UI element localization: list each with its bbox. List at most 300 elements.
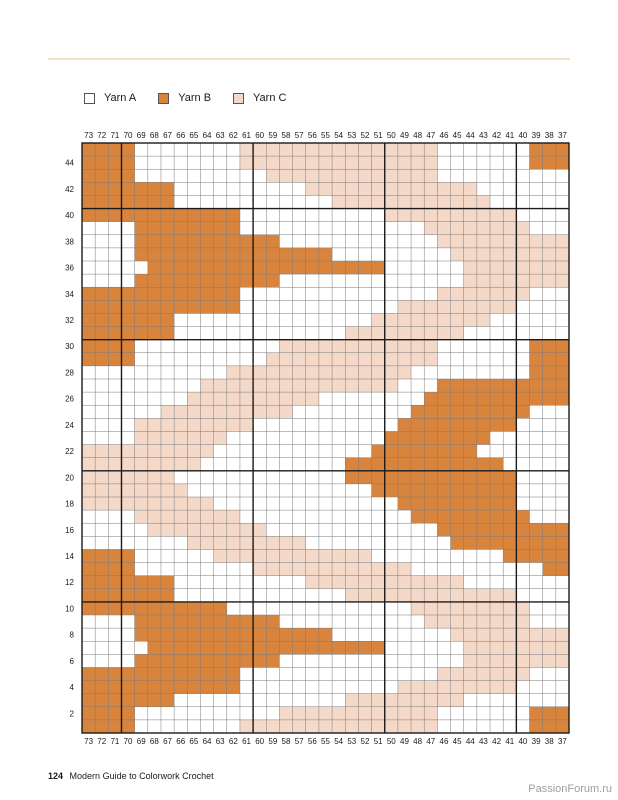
chart-cell	[227, 641, 240, 654]
chart-cell	[451, 576, 464, 589]
chart-cell	[306, 720, 319, 733]
chart-cell	[490, 641, 503, 654]
chart-cell	[227, 169, 240, 182]
chart-cell	[358, 287, 371, 300]
chart-cell	[398, 458, 411, 471]
chart-cell	[332, 261, 345, 274]
row-label: 22	[65, 447, 74, 457]
chart-cell	[543, 274, 556, 287]
chart-cell	[135, 209, 148, 222]
chart-cell	[161, 313, 174, 326]
chart-cell	[543, 431, 556, 444]
chart-cell	[306, 156, 319, 169]
chart-cell	[358, 366, 371, 379]
column-label-top: 44	[465, 131, 475, 140]
chart-cell	[108, 353, 121, 366]
chart-cell	[135, 195, 148, 208]
chart-cell	[477, 536, 490, 549]
chart-cell	[490, 248, 503, 261]
chart-cell	[543, 523, 556, 536]
chart-cell	[227, 143, 240, 156]
chart-cell	[161, 405, 174, 418]
column-label-top: 62	[228, 131, 238, 140]
chart-cell	[556, 654, 569, 667]
chart-cell	[174, 222, 187, 235]
chart-cell	[266, 720, 279, 733]
chart-cell	[95, 549, 108, 562]
chart-cell	[240, 169, 253, 182]
chart-cell	[477, 484, 490, 497]
chart-cell	[398, 222, 411, 235]
chart-cell	[503, 563, 516, 576]
chart-cell	[411, 143, 424, 156]
chart-cell	[464, 222, 477, 235]
chart-cell	[161, 340, 174, 353]
chart-cell	[490, 300, 503, 313]
chart-cell	[411, 720, 424, 733]
chart-cell	[464, 300, 477, 313]
chart-cell	[424, 510, 437, 523]
chart-cell	[148, 549, 161, 562]
chart-cell	[306, 261, 319, 274]
chart-cell	[161, 720, 174, 733]
chart-cell	[345, 563, 358, 576]
column-label-bottom: 64	[202, 737, 212, 746]
chart-cell	[240, 471, 253, 484]
chart-cell	[293, 654, 306, 667]
chart-cell	[293, 602, 306, 615]
column-label-top: 63	[215, 131, 225, 140]
chart-cell	[200, 628, 213, 641]
chart-cell	[306, 300, 319, 313]
chart-cell	[503, 471, 516, 484]
chart-cell	[332, 143, 345, 156]
chart-cell	[121, 313, 134, 326]
chart-cell	[503, 458, 516, 471]
chart-cell	[543, 169, 556, 182]
chart-cell	[516, 327, 529, 340]
column-label-top: 73	[84, 131, 94, 140]
chart-cell	[503, 694, 516, 707]
chart-cell	[385, 615, 398, 628]
chart-cell	[82, 143, 95, 156]
chart-cell	[358, 694, 371, 707]
chart-cell	[253, 261, 266, 274]
chart-cell	[477, 576, 490, 589]
chart-cell	[319, 313, 332, 326]
chart-cell	[161, 274, 174, 287]
chart-cell	[477, 694, 490, 707]
chart-cell	[306, 471, 319, 484]
chart-cell	[95, 261, 108, 274]
chart-cell	[385, 222, 398, 235]
chart-cell	[227, 615, 240, 628]
chart-cell	[332, 602, 345, 615]
chart-cell	[372, 576, 385, 589]
chart-cell	[451, 628, 464, 641]
chart-cell	[543, 195, 556, 208]
chart-cell	[135, 156, 148, 169]
column-label-bottom: 51	[373, 737, 383, 746]
chart-cell	[135, 576, 148, 589]
chart-cell	[253, 379, 266, 392]
chart-cell	[148, 392, 161, 405]
chart-cell	[385, 681, 398, 694]
chart-cell	[148, 379, 161, 392]
chart-cell	[200, 458, 213, 471]
chart-cell	[227, 287, 240, 300]
chart-cell	[108, 300, 121, 313]
chart-cell	[108, 274, 121, 287]
chart-cell	[266, 169, 279, 182]
chart-cell	[293, 445, 306, 458]
chart-cell	[411, 563, 424, 576]
chart-cell	[161, 628, 174, 641]
chart-cell	[82, 445, 95, 458]
chart-cell	[503, 602, 516, 615]
chart-cell	[490, 261, 503, 274]
chart-cell	[516, 523, 529, 536]
chart-cell	[82, 484, 95, 497]
chart-cell	[174, 654, 187, 667]
chart-cell	[451, 261, 464, 274]
column-label-bottom: 52	[360, 737, 370, 746]
chart-cell	[451, 327, 464, 340]
chart-cell	[214, 300, 227, 313]
chart-cell	[95, 182, 108, 195]
legend-label-yarn-c: Yarn C	[253, 92, 287, 104]
chart-cell	[319, 143, 332, 156]
chart-cell	[279, 182, 292, 195]
chart-cell	[398, 313, 411, 326]
chart-cell	[187, 379, 200, 392]
chart-cell	[556, 576, 569, 589]
chart-cell	[503, 720, 516, 733]
chart-cell	[503, 536, 516, 549]
chart-cell	[253, 549, 266, 562]
column-label-top: 58	[281, 131, 291, 140]
chart-cell	[82, 602, 95, 615]
chart-cell	[95, 681, 108, 694]
chart-cell	[148, 274, 161, 287]
chart-cell	[148, 576, 161, 589]
chart-cell	[214, 405, 227, 418]
chart-cell	[345, 182, 358, 195]
chart-cell	[227, 667, 240, 680]
chart-cell	[279, 195, 292, 208]
chart-cell	[411, 707, 424, 720]
chart-cell	[424, 209, 437, 222]
chart-cell	[174, 694, 187, 707]
chart-cell	[411, 248, 424, 261]
chart-cell	[464, 549, 477, 562]
chart-cell	[358, 353, 371, 366]
chart-cell	[253, 654, 266, 667]
chart-cell	[437, 431, 450, 444]
chart-cell	[214, 563, 227, 576]
chart-cell	[82, 641, 95, 654]
chart-cell	[530, 667, 543, 680]
chart-cell	[451, 405, 464, 418]
chart-cell	[437, 497, 450, 510]
chart-cell	[266, 353, 279, 366]
chart-cell	[121, 340, 134, 353]
chart-cell	[293, 248, 306, 261]
chart-cell	[424, 589, 437, 602]
legend-label-yarn-a: Yarn A	[104, 92, 137, 104]
chart-cell	[227, 195, 240, 208]
chart-cell	[174, 261, 187, 274]
chart-cell	[358, 431, 371, 444]
chart-cell	[530, 274, 543, 287]
chart-cell	[214, 641, 227, 654]
chart-cell	[306, 209, 319, 222]
chart-cell	[306, 248, 319, 261]
chart-cell	[82, 287, 95, 300]
chart-cell	[490, 287, 503, 300]
chart-cell	[503, 195, 516, 208]
chart-cell	[530, 392, 543, 405]
chart-cell	[490, 720, 503, 733]
chart-cell	[451, 366, 464, 379]
chart-cell	[398, 707, 411, 720]
chart-cell	[121, 523, 134, 536]
chart-cell	[161, 654, 174, 667]
chart-cell	[174, 340, 187, 353]
chart-cell	[345, 681, 358, 694]
column-label-top: 45	[452, 131, 462, 140]
chart-cell	[451, 694, 464, 707]
chart-cell	[306, 615, 319, 628]
chart-cell	[135, 143, 148, 156]
chart-cell	[543, 261, 556, 274]
chart-cell	[200, 720, 213, 733]
chart-cell	[411, 222, 424, 235]
chart-cell	[516, 602, 529, 615]
chart-cell	[227, 694, 240, 707]
chart-cell	[174, 169, 187, 182]
chart-cell	[135, 536, 148, 549]
chart-cell	[398, 641, 411, 654]
chart-cell	[372, 379, 385, 392]
chart-cell	[372, 169, 385, 182]
chart-cell	[121, 720, 134, 733]
chart-cell	[372, 523, 385, 536]
chart-cell	[503, 366, 516, 379]
chart-cell	[174, 576, 187, 589]
chart-cell	[451, 313, 464, 326]
chart-cell	[148, 300, 161, 313]
chart-cell	[398, 300, 411, 313]
chart-cell	[214, 445, 227, 458]
legend-label-yarn-b: Yarn B	[178, 92, 212, 104]
chart-cell	[556, 445, 569, 458]
column-label-top: 65	[189, 131, 199, 140]
chart-cell	[385, 209, 398, 222]
chart-cell	[174, 720, 187, 733]
chart-cell	[372, 510, 385, 523]
chart-cell	[516, 340, 529, 353]
chart-cell	[319, 340, 332, 353]
chart-cell	[543, 313, 556, 326]
chart-cell	[266, 628, 279, 641]
row-label: 12	[65, 578, 74, 588]
chart-cell	[121, 445, 134, 458]
column-label-bottom: 43	[478, 737, 488, 746]
chart-cell	[464, 471, 477, 484]
chart-cell	[530, 222, 543, 235]
chart-cell	[227, 549, 240, 562]
chart-cell	[293, 484, 306, 497]
chart-cell	[345, 405, 358, 418]
chart-cell	[161, 641, 174, 654]
chart-cell	[253, 589, 266, 602]
chart-cell	[82, 497, 95, 510]
chart-cell	[82, 667, 95, 680]
chart-cell	[240, 510, 253, 523]
chart-cell	[451, 654, 464, 667]
chart-cell	[451, 379, 464, 392]
chart-cell	[424, 471, 437, 484]
chart-cell	[411, 654, 424, 667]
chart-cell	[135, 300, 148, 313]
chart-cell	[543, 563, 556, 576]
chart-cell	[437, 536, 450, 549]
column-label-top: 41	[505, 131, 515, 140]
chart-cell	[108, 576, 121, 589]
chart-cell	[108, 327, 121, 340]
chart-cell	[503, 379, 516, 392]
chart-cell	[451, 392, 464, 405]
chart-cell	[385, 471, 398, 484]
column-label-bottom: 69	[136, 737, 146, 746]
book-title: Modern Guide to Colorwork Crochet	[69, 771, 214, 781]
chart-cell	[200, 209, 213, 222]
chart-cell	[266, 379, 279, 392]
chart-cell	[161, 576, 174, 589]
chart-cell	[240, 248, 253, 261]
chart-cell	[345, 169, 358, 182]
chart-cell	[411, 497, 424, 510]
chart-cell	[200, 445, 213, 458]
chart-cell	[477, 340, 490, 353]
chart-cell	[490, 445, 503, 458]
chart-cell	[161, 353, 174, 366]
chart-cell	[424, 707, 437, 720]
chart-cell	[385, 641, 398, 654]
chart-cell	[306, 445, 319, 458]
chart-cell	[332, 720, 345, 733]
chart-cell	[214, 340, 227, 353]
chart-cell	[82, 248, 95, 261]
chart-cell	[187, 169, 200, 182]
chart-cell	[477, 169, 490, 182]
row-label: 6	[69, 656, 74, 666]
chart-cell	[464, 497, 477, 510]
chart-cell	[174, 615, 187, 628]
chart-cell	[398, 720, 411, 733]
chart-cell	[424, 274, 437, 287]
chart-cell	[437, 287, 450, 300]
chart-cell	[214, 222, 227, 235]
chart-cell	[266, 667, 279, 680]
chart-cell	[266, 340, 279, 353]
chart-cell	[372, 274, 385, 287]
chart-cell	[385, 418, 398, 431]
chart-cell	[174, 143, 187, 156]
chart-cell	[95, 523, 108, 536]
chart-cell	[319, 681, 332, 694]
chart-cell	[503, 261, 516, 274]
chart-cell	[319, 576, 332, 589]
chart-cell	[95, 497, 108, 510]
chart-cell	[200, 563, 213, 576]
chart-cell	[345, 313, 358, 326]
chart-cell	[161, 681, 174, 694]
chart-cell	[121, 576, 134, 589]
chart-cell	[490, 536, 503, 549]
chart-cell	[279, 694, 292, 707]
chart-cell	[108, 209, 121, 222]
chart-cell	[306, 274, 319, 287]
chart-cell	[227, 313, 240, 326]
chart-cell	[437, 327, 450, 340]
column-label-top: 59	[268, 131, 278, 140]
chart-cell	[411, 589, 424, 602]
chart-cell	[490, 313, 503, 326]
chart-cell	[200, 235, 213, 248]
chart-cell	[214, 720, 227, 733]
chart-cell	[385, 497, 398, 510]
chart-cell	[556, 235, 569, 248]
chart-cell	[516, 418, 529, 431]
chart-cell	[490, 222, 503, 235]
chart-cell	[358, 156, 371, 169]
chart-cell	[477, 195, 490, 208]
chart-cell	[411, 169, 424, 182]
chart-cell	[306, 169, 319, 182]
chart-cell	[266, 156, 279, 169]
chart-cell	[293, 143, 306, 156]
chart-cell	[385, 261, 398, 274]
chart-cell	[108, 681, 121, 694]
chart-cell	[345, 209, 358, 222]
chart-cell	[345, 615, 358, 628]
chart-cell	[464, 589, 477, 602]
chart-cell	[358, 195, 371, 208]
chart-cell	[372, 615, 385, 628]
column-label-bottom: 67	[163, 737, 173, 746]
chart-cell	[398, 510, 411, 523]
chart-cell	[530, 156, 543, 169]
chart-cell	[121, 484, 134, 497]
chart-cell	[108, 169, 121, 182]
column-label-bottom: 47	[426, 737, 436, 746]
chart-cell	[174, 510, 187, 523]
chart-cell	[306, 628, 319, 641]
chart-cell	[424, 720, 437, 733]
chart-cell	[516, 510, 529, 523]
chart-cell	[121, 471, 134, 484]
chart-cell	[530, 589, 543, 602]
chart-cell	[385, 667, 398, 680]
chart-cell	[411, 418, 424, 431]
chart-cell	[161, 563, 174, 576]
chart-cell	[385, 589, 398, 602]
chart-cell	[306, 353, 319, 366]
chart-cell	[424, 287, 437, 300]
chart-cell	[174, 563, 187, 576]
